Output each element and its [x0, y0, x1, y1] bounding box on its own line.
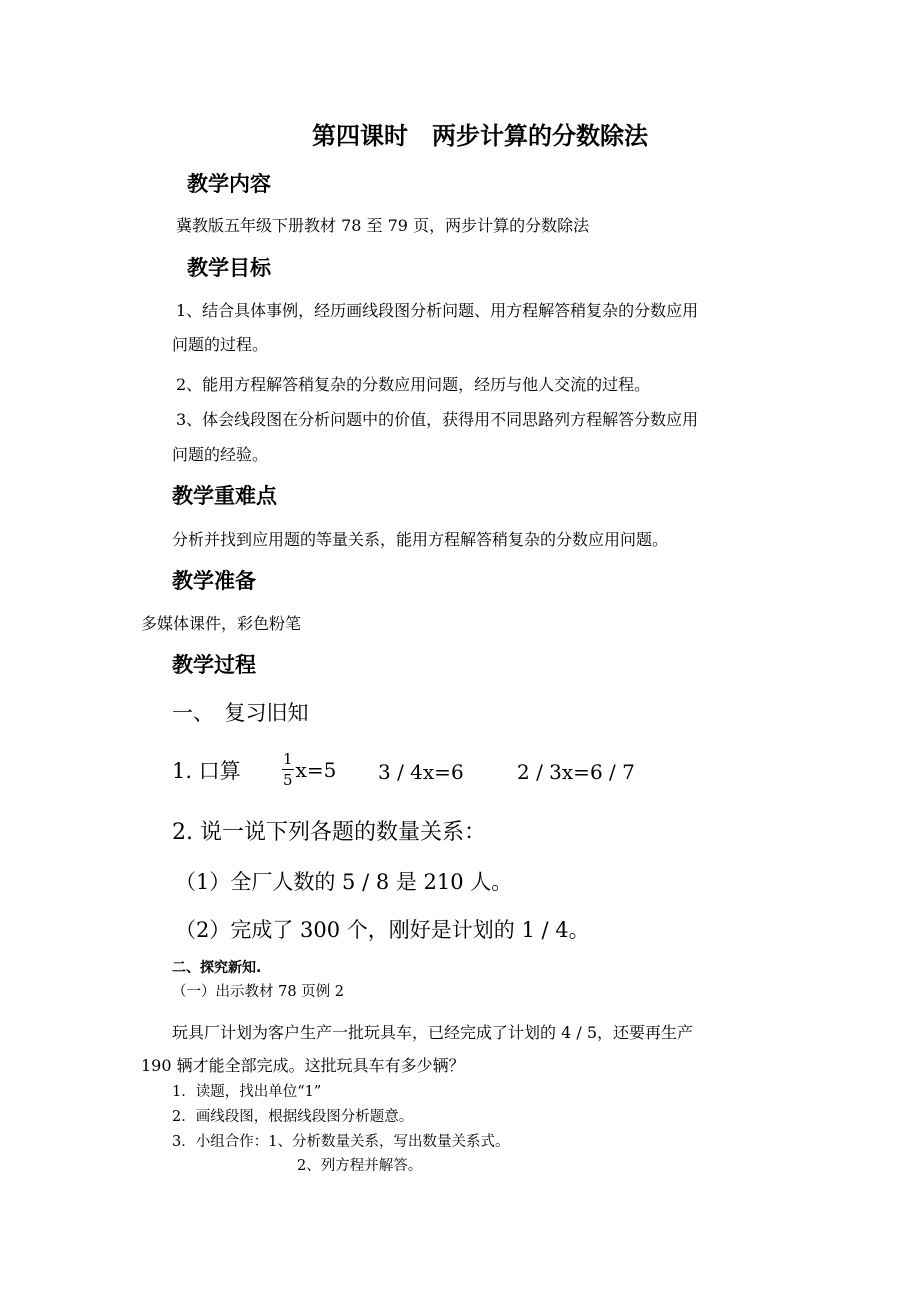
step-2: 2．画线段图，根据线段图分析题意。	[172, 1109, 414, 1125]
mental-math-label: 1. 口算	[172, 759, 241, 783]
preparation-text: 多媒体课件，彩色粉笔	[141, 614, 302, 633]
fraction-denominator: 5	[283, 771, 293, 789]
heading-process: 教学过程	[172, 653, 256, 677]
explore-heading: 二、探究新知.	[172, 960, 262, 976]
problem-line-1: 玩具厂计划为客户生产一批玩具车，已经完成了计划的 4 / 5，还要再生产	[172, 1023, 694, 1042]
step-3: 3．小组合作：1、分析数量关系，写出数量关系式。	[172, 1134, 510, 1150]
equation-3: 2 / 3x=6 / 7	[517, 760, 635, 784]
key-points-text: 分析并找到应用题的等量关系，能用方程解答稍复杂的分数应用问题。	[172, 530, 669, 549]
problem-line-2: 190 辆才能全部完成。这批玩具车有多少辆？	[141, 1056, 465, 1075]
goal-3: 3、体会线段图在分析问题中的价值，获得用不同思路列方程解答分数应用	[176, 410, 699, 429]
fraction	[282, 752, 294, 788]
equation-1-rest: x=5	[295, 758, 337, 782]
equation-2: 3 / 4x=6	[378, 760, 464, 784]
step-3-sub-2: 2、列方程并解答。	[297, 1158, 423, 1174]
page-title: 第四课时 两步计算的分数除法	[312, 122, 648, 150]
heading-preparation: 教学准备	[172, 569, 256, 593]
goal-2: 2、能用方程解答稍复杂的分数应用问题，经历与他人交流的过程。	[176, 375, 651, 394]
goal-1-cont: 问题的过程。	[172, 335, 269, 354]
relation-item-1: （1）全厂人数的 5 / 8 是 210 人。	[175, 870, 513, 894]
relation-question: 2. 说一说下列各题的数量关系：	[172, 820, 486, 845]
explore-sub: （一）出示教材 78 页例 2	[172, 984, 345, 1000]
step-1: 1．读题，找出单位“1”	[172, 1084, 322, 1100]
relation-item-2: （2）完成了 300 个，刚好是计划的 1 / 4。	[175, 918, 590, 942]
heading-key-points: 教学重难点	[172, 484, 277, 508]
goal-3-cont: 问题的经验。	[172, 445, 269, 464]
heading-goals: 教学目标	[187, 256, 271, 280]
goal-1: 1、结合具体事例，经历画线段图分析问题、用方程解答稍复杂的分数应用	[176, 301, 699, 320]
heading-content: 教学内容	[187, 172, 271, 196]
review-heading: 一、 复习旧知	[172, 701, 309, 725]
content-text: 冀教版五年级下册教材 78 至 79 页，两步计算的分数除法	[176, 216, 590, 235]
equation-1	[282, 752, 336, 788]
fraction-numerator: 1	[283, 750, 293, 768]
